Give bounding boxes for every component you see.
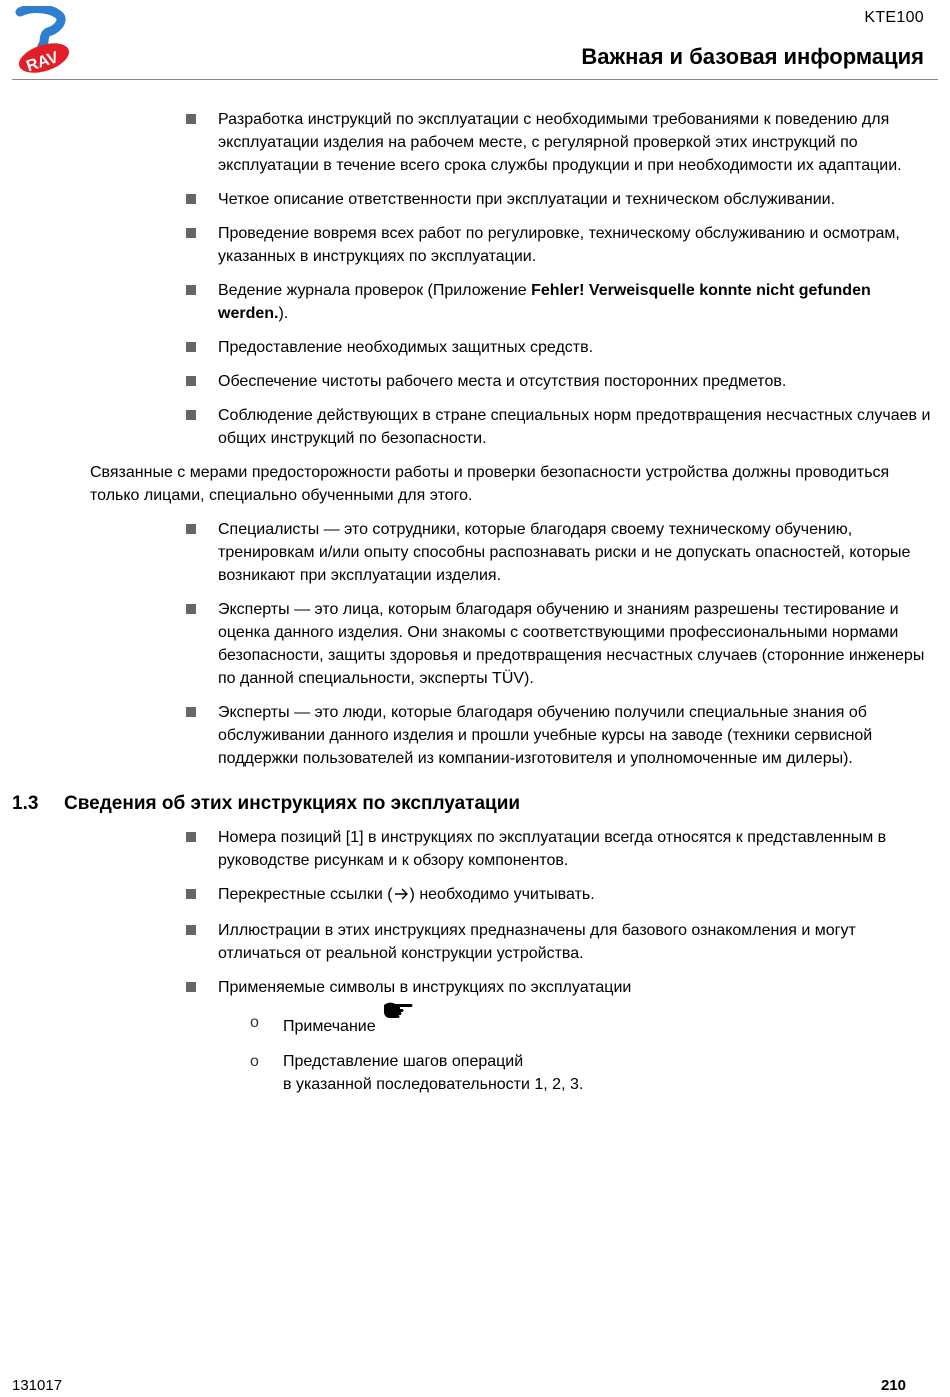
list-item: Специалисты — это сотрудники, которые благодаря своему техническому обучению, тренировкам и/или опыту способны распознавать риски и не допускать опасностей, которые возникают при эксплуатации изделия. — [0, 518, 950, 587]
section-number: 1.3 — [12, 793, 39, 814]
section-heading — [12, 792, 950, 815]
list-item: Предоставление необходимых защитных средств. — [0, 336, 950, 359]
crossref-prefix: Перекрестные ссылки ( — [218, 886, 393, 903]
document-number: 131017 — [12, 1377, 63, 1394]
document-body — [0, 108, 950, 1106]
note-label: Примечание — [283, 1018, 376, 1035]
steps-line-2: в указанной последовательности 1, 2, 3. — [283, 1076, 584, 1093]
symbol-item-steps — [0, 1050, 950, 1096]
responsibilities-list — [0, 108, 950, 450]
list-item: Проведение вовремя всех работ по регулировке, техническому обслуживанию и осмотрам, указанных в инструкциях по эксплуатации. — [0, 222, 950, 268]
arrow-right-icon — [394, 885, 409, 908]
log-item-suffix: ). — [278, 305, 289, 322]
log-item-prefix: Ведение журнала проверок (Приложение — [218, 282, 532, 299]
list-item: Четкое описание ответственности при эксплуатации и техническом обслуживании. — [0, 188, 950, 211]
pointing-hand-icon — [382, 999, 414, 1028]
list-item: Эксперты — это лица, которым благодаря обучению и знаниям разрешены тестирование и оценка данного изделия. Они знакомы с соответствующими профессиональными нормами безопасности, защиты здоровья и предотвращения несчастных случаев (сторонние инженеры по данной специальности, эксперты TÜV). — [0, 598, 950, 690]
rav-logo — [12, 6, 76, 78]
list-item: Иллюстрации в этих инструкциях предназначены для базового ознакомления и могут отличаться от реальной конструкции устройства. — [0, 919, 950, 965]
page-title: Важная и базовая информация — [581, 44, 924, 69]
list-item-inspection-log — [0, 279, 950, 325]
header-divider — [12, 79, 938, 80]
logo-wordmark: RAV — [24, 49, 61, 76]
personnel-list — [0, 518, 950, 770]
list-item: Соблюдение действующих в стране специальных норм предотвращения несчастных случаев и общих инструкций по безопасности. — [0, 404, 950, 450]
list-item: Номера позиций [1] в инструкциях по эксплуатации всегда относятся к представленным в руководстве рисункам и к обзору компонентов. — [0, 826, 950, 872]
model-name: KTE100 — [864, 9, 924, 26]
list-item-crossref — [0, 883, 950, 908]
qualified-personnel-paragraph: Связанные с мерами предосторожности работы и проверки безопасности устройства должны проводиться только лицами, специально обученными для этого. — [90, 464, 890, 504]
page-number: 210 — [880, 1377, 906, 1394]
steps-line-1: Представление шагов операций — [283, 1053, 524, 1070]
section-title: Сведения об этих инструкциях по эксплуатации — [64, 793, 521, 814]
list-item: Разработка инструкций по эксплуатации с необходимыми требованиями к поведению для эксплуатации изделия на рабочем месте, с регулярной проверкой этих инструкций по эксплуатации в течение всего срока службы продукции и при необходимости их адаптации. — [0, 108, 950, 177]
crossref-suffix: ) необходимо учитывать. — [409, 886, 595, 903]
symbol-item-note — [0, 1011, 950, 1040]
list-item: Обеспечение чистоты рабочего места и отсутствия посторонних предметов. — [0, 370, 950, 393]
broken-reference: Fehler! Verweisquelle konnte nicht gefunden werden. — [218, 282, 871, 322]
list-item: Применяемые символы в инструкциях по эксплуатации — [0, 976, 950, 999]
symbols-list — [0, 1011, 950, 1096]
list-item: Эксперты — это люди, которые благодаря обучению получили специальные знания об обслуживании данного изделия и прошли учебные курсы на заводе (техники сервисной поддержки пользователей из компании-изготовителя и уполномоченные им дилеры). — [0, 701, 950, 770]
instructions-info-list — [0, 826, 950, 999]
